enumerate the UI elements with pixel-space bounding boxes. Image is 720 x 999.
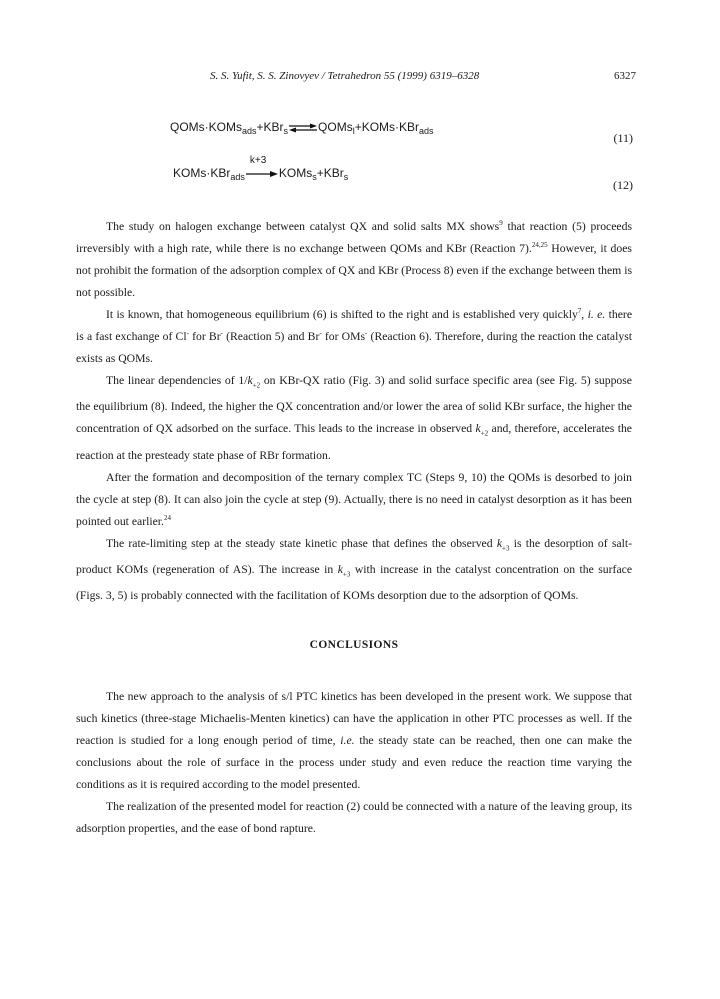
- eq12-right-sub: s: [312, 172, 317, 182]
- paragraph: The rate-limiting step at the steady state kinetic phase that defines the observed $k_{+3}$ is the desorption of salt-product KOMs (regeneration of AS). The increase in $k_{+3}$ with increase in the catalyst concentration on the surface (Figs. 3, 5) is probably connected with the facilitation of KOMs desorption due to the adsorption of QOMs.: [76, 536, 633, 603]
- eq11-left: QOMs·KOMs: [170, 120, 242, 134]
- eq12-right: KOMs: [278, 166, 313, 180]
- paragraph: The realization of the presented model for reaction (2) could be connected with a nature of the leaving group, its adsorption properties, and the ease of bond rapture.: [76, 800, 632, 836]
- paragraph: After the formation and decomposition of the ternary complex TC (Steps 9, 10) the QOMs is desorbed to join the cycle at step (8). It can also join the cycle at step (9). Actually, there is no need in catalyst desorption as it has been pointed out earlier.$^{24}$: [76, 470, 632, 528]
- eq11-left2: +KBr: [256, 120, 284, 134]
- eq11-left-sub: ads: [242, 126, 257, 136]
- forward-arrow-icon: [245, 154, 279, 180]
- equation-11-number: (11): [613, 131, 633, 145]
- running-header: [0, 70, 720, 86]
- page-number: 6327: [614, 70, 636, 82]
- paragraph: The study on halogen exchange between catalyst QX and solid salts MX shows$^9$ that reaction (5) proceeds irreversibly with a high rate, while there is no exchange between QOMs and KBr (Reaction 7).$^{24,25}$ However, it does not prohibit the formation of the adsorption complex of QX and KBr (Process 8) even if the exchange between them is not possible.: [76, 219, 633, 299]
- eq11-right: QOMs: [318, 120, 353, 134]
- eq12-arrow-label: k+3: [249, 154, 267, 166]
- eq12-right2: +KBr: [316, 166, 344, 180]
- eq11-left2-sub: s: [283, 126, 289, 136]
- eq11-right2: +KOMs·KBr: [354, 120, 420, 134]
- running-header-authors: S. S. Yufit, S. S. Zinovyev / Tetrahedron 55 (1999) 6319–6328: [210, 70, 480, 82]
- paragraph: It is known, that homogeneous equilibrium (6) is shifted to the right and is established very quickly$^7$, i. e. there is a fast exchange of Cl- for Br- (Reaction 5) and Br- for OMs- (Reaction 6). Therefore, during the reaction the catalyst exists as QOMs.: [76, 307, 633, 365]
- eq11-right-sub: l: [352, 126, 355, 136]
- equation-12: [0, 154, 720, 204]
- eq11-right2-sub: ads: [419, 126, 434, 136]
- equation-11: [0, 120, 720, 160]
- equation-12-formula: [173, 154, 349, 182]
- section-heading: CONCLUSIONS: [309, 639, 399, 652]
- body-text: [76, 216, 632, 840]
- equation-11-formula: [170, 120, 434, 136]
- paragraph: The linear dependencies of $1/k_{+2}$ on KBr-QX ratio (Fig. 3) and solid surface specific area (see Fig. 5) suppose the equilibrium (8). Indeed, the higher the QX concentration and/or lower the area of solid KBr surface, the higher the concentration of QX adsorbed on the surface. This leads to the increase in observed $k_{+2}$ and, therefore, accelerates the reaction at the presteady state phase of RBr formation.: [76, 374, 632, 462]
- paragraph: The new approach to the analysis of s/l PTC kinetics has been developed in the present work. We suppose that such kinetics (three-stage Michaelis-Menten kinetics) can have the application in other PTC processes as well. If the reaction is studied for a long enough period of time, i.e. the steady state can be reached, then one can make the conclusions about the role of surface in the process under study and even reduce the reaction time varying the conditions as it is required according to the model presented.: [76, 690, 632, 792]
- eq12-right2-sub: s: [343, 172, 349, 182]
- eq12-left-sub: ads: [230, 172, 245, 182]
- equation-12-number: (12): [613, 178, 633, 192]
- equilibrium-arrow-icon: [288, 122, 318, 134]
- eq12-left: KOMs·KBr: [173, 166, 231, 180]
